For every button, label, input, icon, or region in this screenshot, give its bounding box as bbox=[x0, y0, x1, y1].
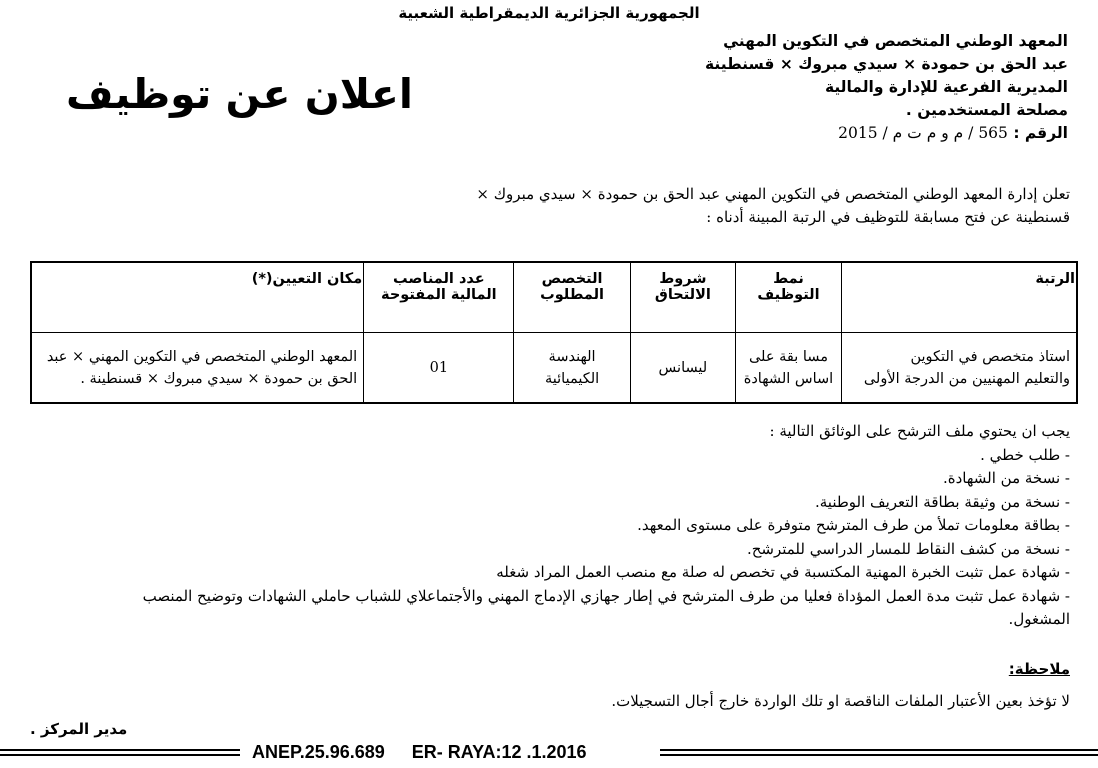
republic-heading: الجمهورية الجزائرية الديمقراطية الشعبية bbox=[398, 4, 700, 22]
cell-place: المعهد الوطني المتخصص في التكوين المهني × عبد الحق بن حمودة × سيدي مبروك × قسنطينة . bbox=[31, 333, 364, 404]
header-conditions: شروط الالتحاق bbox=[630, 262, 735, 333]
list-item: - نسخة من كشف النقاط للمسار الدراسي للمترشح. bbox=[746, 539, 1070, 558]
intro-line: قسنطينة عن فتح مسابقة للتوظيف في الرتبة المبينة أدناه : bbox=[706, 208, 1070, 226]
list-item: - شهادة عمل تثبت الخبرة المهنية المكتسبة في تخصص له صلة مع منصب العمل المراد شغله bbox=[496, 563, 1070, 581]
note-label: ملاحظة: bbox=[1008, 660, 1070, 678]
service-name: مصلحة المستخدمين . bbox=[905, 101, 1068, 119]
list-item: - بطاقة معلومات تملأ من طرف المترشح متوفرة على مستوى المعهد. bbox=[637, 516, 1070, 534]
reference-line bbox=[628, 122, 1068, 145]
table-row bbox=[31, 333, 1077, 404]
cell-conditions: ليسانس bbox=[630, 333, 735, 404]
footer-references bbox=[252, 742, 609, 763]
header-rank: الرتبة bbox=[841, 262, 1077, 333]
newspaper-reference: ER- RAYA:12 .1.2016 bbox=[411, 742, 587, 762]
required-documents bbox=[30, 420, 1070, 632]
list-item: - شهادة عمل تثبت مدة العمل المؤداة فعليا من طرف المترشح في إطار جهازي الإدماج المهني والأجتماعلاي للشباب حاملي الشهادات وتوضيح المنصب bbox=[142, 586, 1070, 605]
director-signature: مدير المركز . bbox=[30, 720, 128, 738]
list-item: - نسخة من وثيقة بطاقة التعريف الوطنية. bbox=[814, 492, 1070, 511]
footer-rule-left bbox=[0, 749, 240, 756]
header-mode: نمط التوظيف bbox=[736, 262, 842, 333]
header-positions: عدد المناصب المالية المفتوحة bbox=[364, 262, 514, 333]
list-item: - نسخة من الشهادة. bbox=[942, 469, 1070, 487]
directorate-name: المديرية الفرعية للإدارة والمالية bbox=[824, 78, 1068, 96]
recruitment-table bbox=[30, 261, 1078, 404]
intro-paragraph bbox=[350, 183, 1070, 229]
cell-rank: استاذ متخصص في التكوين والتعليم المهنيين من الدرجة الأولى bbox=[841, 333, 1077, 404]
reference-label: الرقم : bbox=[1013, 124, 1068, 142]
reference-value: 565 / م و م ت م / 2015 bbox=[838, 124, 1008, 142]
intro-line: تعلن إدارة المعهد الوطني المتخصص في التكوين المهني عبد الحق بن حمودة × سيدي مبروك × bbox=[476, 185, 1070, 203]
header-place: مكان التعيين(*) bbox=[31, 262, 364, 333]
cell-positions: 01 bbox=[364, 333, 514, 404]
institute-address: عبد الحق بن حمودة × سيدي مبروك × قسنطينة bbox=[705, 55, 1068, 73]
cell-specialty: الهندسة الكيميائية bbox=[514, 333, 630, 404]
issuer-block bbox=[628, 30, 1068, 145]
page-title: اعلان عن توظيف bbox=[66, 70, 413, 118]
documents-list bbox=[30, 444, 1070, 632]
cell-mode: مسا بقة على اساس الشهادة bbox=[736, 333, 842, 404]
table-header-row bbox=[31, 262, 1077, 333]
header-specialty: التخصص المطلوب bbox=[514, 262, 630, 333]
list-item: - طلب خطي . bbox=[980, 445, 1070, 464]
documents-intro: يجب ان يحتوي ملف الترشح على الوثائق التالية : bbox=[769, 422, 1070, 440]
anep-reference: ANEP.25.96.689 bbox=[252, 742, 385, 762]
footer-rule-right bbox=[660, 749, 1098, 756]
list-item: المشغول. bbox=[1008, 610, 1070, 628]
note-text: لا تؤخذ بعين الأعتبار الملفات الناقصة او تلك الواردة خارج أجال التسجيلات. bbox=[611, 692, 1070, 710]
institute-name: المعهد الوطني المتخصص في التكوين المهني bbox=[723, 32, 1068, 50]
